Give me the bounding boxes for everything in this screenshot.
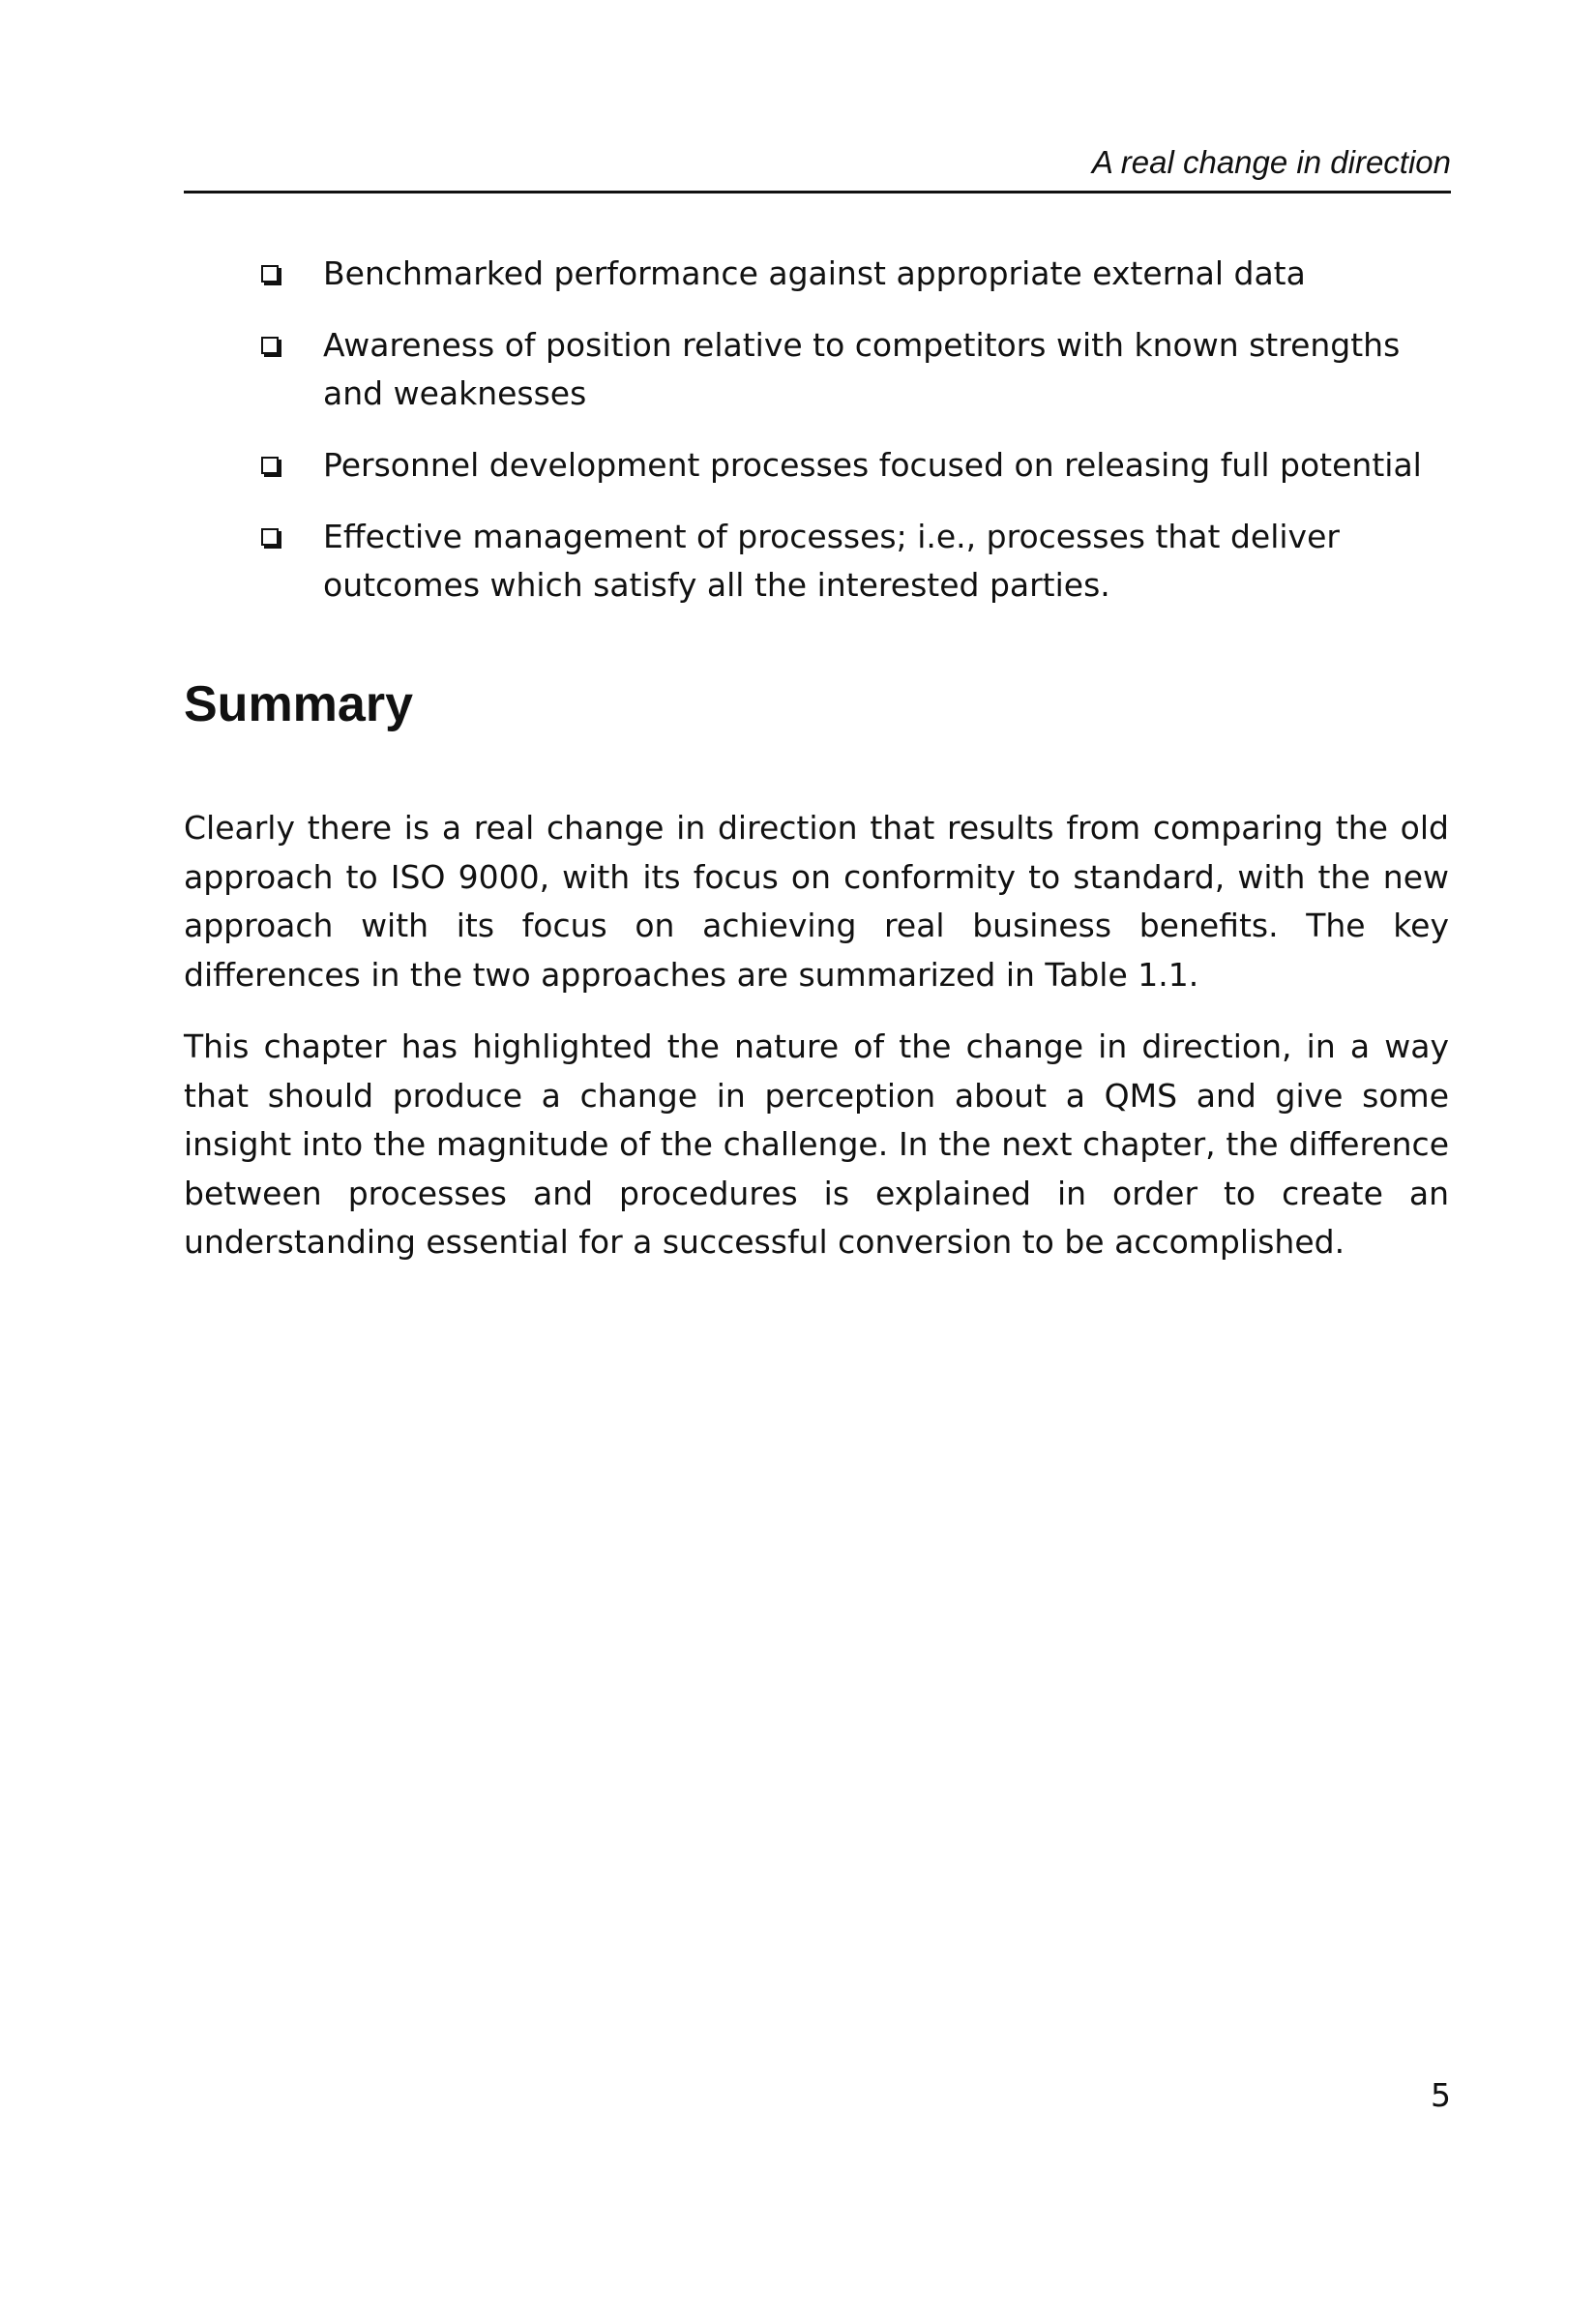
bullet-item [261, 250, 1461, 298]
running-header: A real change in direction [1091, 144, 1451, 180]
bullet-item [261, 321, 1461, 418]
bullet-text: Awareness of position relative to competitors with known strengths and weaknesses [323, 326, 1401, 412]
section-title: Summary [184, 676, 413, 732]
checkbox-bullet-icon [261, 265, 279, 283]
bullet-text: Effective management of processes; i.e., processes that deliver outcomes which satisfy all the interested parties. [323, 518, 1340, 604]
checkbox-bullet-icon [261, 337, 279, 354]
paragraph: Clearly there is a real change in direction that results from comparing the old approach to ISO 9000, with its focus on conformity to standard, with the new approach with its focus on achieving real business benefits. The key differences in the two approaches are summarized in Table 1.1. [184, 809, 1449, 994]
body-text [184, 804, 1449, 1291]
bullet-list [261, 250, 1461, 633]
bullet-item [261, 441, 1461, 490]
bullet-item [261, 513, 1461, 610]
header-rule [184, 191, 1451, 194]
bullet-text: Benchmarked performance against appropriate external data [323, 254, 1306, 292]
checkbox-bullet-icon [261, 528, 279, 546]
checkbox-bullet-icon [261, 457, 279, 474]
paragraph: This chapter has highlighted the nature of the change in direction, in a way that should produce a change in perception about a QMS and give some insight into the magnitude of the challenge. In the next chapter, the difference between processes and procedures is explained in order to create an understanding essential for a successful conversion to be accomplished. [184, 1027, 1449, 1261]
bullet-text: Personnel development processes focused on releasing full potential [323, 446, 1422, 484]
page-number: 5 [1431, 2076, 1451, 2114]
